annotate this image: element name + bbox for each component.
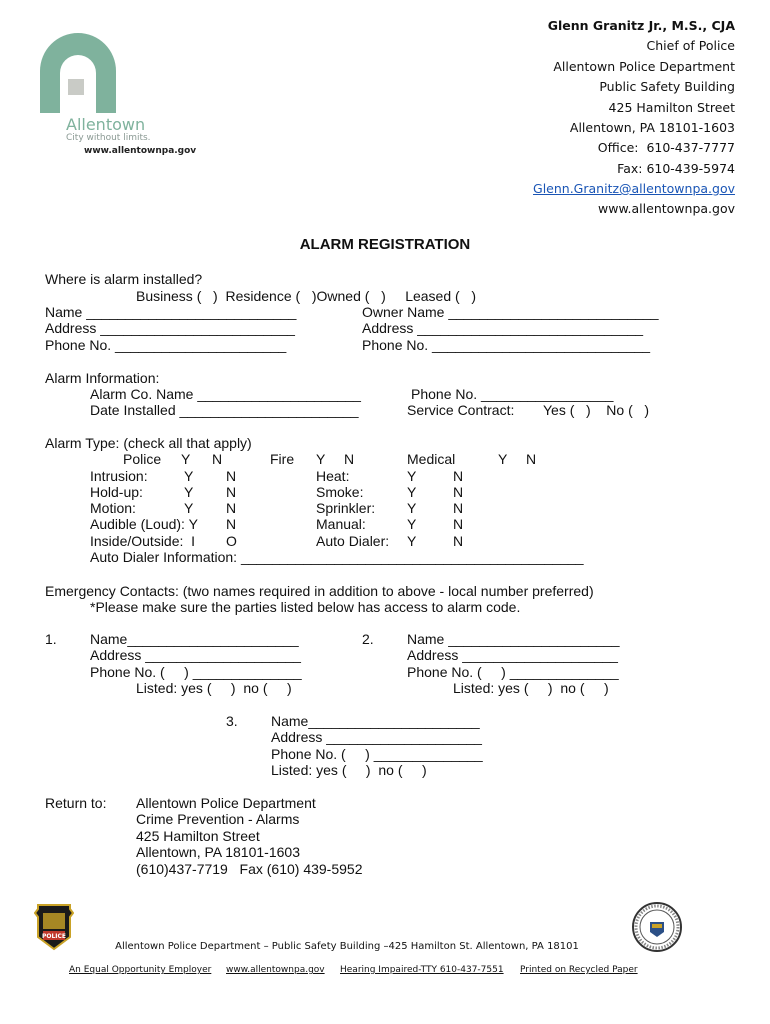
medical-label: Medical [407, 451, 456, 467]
manual-label: Manual: [316, 516, 366, 532]
holdup-label: Hold-up: [90, 484, 143, 500]
contact-1-phone-field[interactable]: Phone No. ( ) ______________ [90, 664, 302, 680]
fire-y[interactable]: Y [316, 451, 326, 467]
motion-label: Motion: [90, 500, 136, 516]
contact-2-name-field[interactable]: Name ______________________ [407, 631, 620, 647]
sprinkler-n[interactable]: N [453, 500, 464, 516]
footer-recycled: Printed on Recycled Paper [520, 965, 638, 975]
inside-outside-o[interactable]: O [226, 533, 237, 549]
installed-question: Where is alarm installed? [45, 271, 203, 287]
audible-label: Audible (Loud): Y [90, 516, 198, 532]
medical-y[interactable]: Y [498, 451, 508, 467]
contact-3-phone-field[interactable]: Phone No. ( ) ______________ [271, 746, 483, 762]
intrusion-n[interactable]: N [226, 468, 237, 484]
return-line: Crime Prevention - Alarms [136, 811, 300, 827]
allentown-arch-icon [38, 33, 118, 115]
owner-phone-field[interactable]: Phone No. ____________________________ [362, 337, 651, 353]
return-line: (610)437-7719 Fax (610) 439-5952 [136, 861, 363, 877]
auto-dialer-label: Auto Dialer: [316, 533, 390, 549]
alarm-co-name-field[interactable]: Alarm Co. Name _____________________ [90, 386, 361, 402]
website-text: www.allentownpa.gov [598, 201, 735, 216]
office-phone: Office: 610-437-7777 [597, 140, 735, 155]
contact-3-number: 3. [226, 713, 238, 729]
fire-label: Fire [270, 451, 295, 467]
holdup-n[interactable]: N [226, 484, 237, 500]
fire-n[interactable]: N [344, 451, 355, 467]
department-name: Allentown Police Department [553, 59, 735, 74]
contact-1-listed[interactable]: Listed: yes ( ) no ( ) [136, 680, 292, 696]
return-line: 425 Hamilton Street [136, 828, 260, 844]
contact-3-address-field[interactable]: Address ____________________ [271, 729, 482, 745]
name-field[interactable]: Name ___________________________ [45, 304, 297, 320]
holdup-y[interactable]: Y [184, 484, 194, 500]
return-line: Allentown, PA 18101-1603 [136, 844, 300, 860]
emergency-note: *Please make sure the parties listed below has access to alarm code. [90, 599, 521, 615]
footer-tty: Hearing Impaired-TTY 610-437-7551 [340, 965, 504, 975]
service-contract-label: Service Contract: [407, 402, 515, 418]
manual-y[interactable]: Y [407, 516, 417, 532]
smoke-label: Smoke: [316, 484, 364, 500]
auto-dialer-info-field[interactable]: Auto Dialer Information: ____________________________________________ [90, 549, 584, 565]
street-address: 425 Hamilton Street [608, 100, 735, 115]
contact-1-number: 1. [45, 631, 57, 647]
installed-options[interactable]: Business ( ) Residence ( )Owned ( ) Leased ( ) [136, 288, 477, 304]
footer-address: Allentown Police Department – Public Safety Building –425 Hamilton St. Allentown, PA 18101 [115, 941, 579, 952]
sprinkler-y[interactable]: Y [407, 500, 417, 516]
smoke-n[interactable]: N [453, 484, 464, 500]
contact-3-name-field[interactable]: Name______________________ [271, 713, 480, 729]
emergency-heading: Emergency Contacts: (two names required in addition to above - local number preferred) [45, 583, 594, 599]
contact-1-address-field[interactable]: Address ____________________ [90, 647, 301, 663]
manual-n[interactable]: N [453, 516, 464, 532]
owner-address-field[interactable]: Address _____________________________ [362, 320, 644, 336]
contact-2-address-field[interactable]: Address ____________________ [407, 647, 618, 663]
footer-eoe: An Equal Opportunity Employer [69, 965, 212, 975]
chief-name: Glenn Granitz Jr., M.S., CJA [547, 18, 735, 33]
date-installed-field[interactable]: Date Installed _______________________ [90, 402, 359, 418]
contact-2-phone-field[interactable]: Phone No. ( ) ______________ [407, 664, 619, 680]
motion-n[interactable]: N [226, 500, 237, 516]
fax-number: Fax: 610-439-5974 [617, 161, 735, 176]
audible-n[interactable]: N [226, 516, 237, 532]
heat-n[interactable]: N [453, 468, 464, 484]
intrusion-label: Intrusion: [90, 468, 148, 484]
contact-2-number: 2. [362, 631, 374, 647]
inside-outside-label: Inside/Outside: I [90, 533, 196, 549]
building-name: Public Safety Building [599, 79, 735, 94]
heat-label: Heat: [316, 468, 350, 484]
medical-n[interactable]: N [526, 451, 537, 467]
service-contract-options[interactable]: Yes ( ) No ( ) [543, 402, 650, 418]
smoke-y[interactable]: Y [407, 484, 417, 500]
return-label: Return to: [45, 795, 107, 811]
address-field[interactable]: Address _________________________ [45, 320, 295, 336]
chief-title: Chief of Police [646, 38, 735, 53]
sprinkler-label: Sprinkler: [316, 500, 376, 516]
alarm-type-heading: Alarm Type: (check all that apply) [45, 435, 252, 451]
logo-tagline: City without limits. [66, 133, 151, 143]
phone-field[interactable]: Phone No. ______________________ [45, 337, 287, 353]
form-title: ALARM REGISTRATION [299, 236, 471, 253]
city-state-zip: Allentown, PA 18101-1603 [569, 120, 735, 135]
contact-1-name-field[interactable]: Name______________________ [90, 631, 299, 647]
police-y[interactable]: Y [181, 451, 191, 467]
alarm-info-heading: Alarm Information: [45, 370, 160, 386]
alarm-co-phone-field[interactable]: Phone No. _________________ [411, 386, 614, 402]
return-line: Allentown Police Department [136, 795, 316, 811]
intrusion-y[interactable]: Y [184, 468, 194, 484]
heat-y[interactable]: Y [407, 468, 417, 484]
auto-dialer-n[interactable]: N [453, 533, 464, 549]
police-label: Police [123, 451, 162, 467]
footer-website[interactable]: www.allentownpa.gov [226, 965, 325, 975]
owner-name-field[interactable]: Owner Name ___________________________ [362, 304, 659, 320]
police-n[interactable]: N [212, 451, 223, 467]
logo-url[interactable]: www.allentownpa.gov [84, 146, 197, 156]
email-link[interactable]: Glenn.Granitz@allentownpa.gov [533, 181, 735, 196]
contact-3-listed[interactable]: Listed: yes ( ) no ( ) [271, 762, 427, 778]
logo-name: Allentown [66, 115, 146, 134]
badge-text: POLICE [41, 933, 67, 940]
contact-2-listed[interactable]: Listed: yes ( ) no ( ) [453, 680, 609, 696]
auto-dialer-y[interactable]: Y [407, 533, 417, 549]
motion-y[interactable]: Y [184, 500, 194, 516]
